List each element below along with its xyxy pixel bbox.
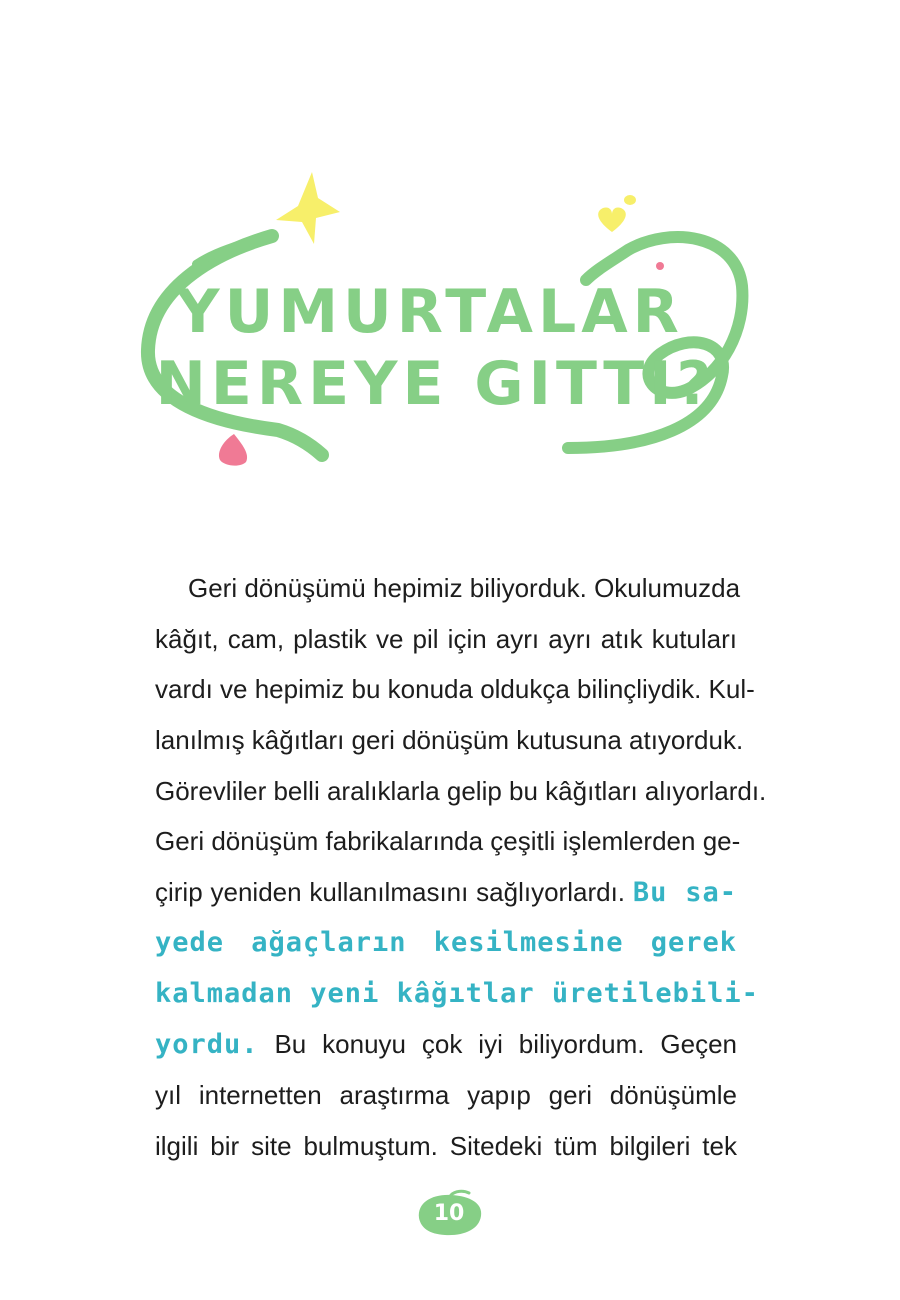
highlight-line: kalmadan yeni kâğıtlar üretilebili- <box>155 977 759 1009</box>
text-segment: çirip yeniden kullanılmasını sağlıyorlardı. <box>155 877 626 908</box>
text-segment: Bu konuyu çok iyi biliyordum. Geçen <box>274 1029 737 1060</box>
highlight-text: Bu sa- <box>632 877 737 909</box>
text-line <box>155 1019 737 1070</box>
text-line: Geri dönüşüm fabrikalarında çeşitli işlemlerden ge- <box>155 826 741 857</box>
text-line: yıl internetten araştırma yapıp geri dönüşümle <box>155 1079 737 1110</box>
text-line: vardı ve hepimiz bu konuda oldukça bilinçliydik. Kul- <box>155 674 755 705</box>
text-line: ilgili bir site bulmuştum. Sitedeki tüm bilgileri tek <box>155 1130 737 1161</box>
text-line <box>155 867 737 918</box>
highlight-line: yede ağaçların kesilmesine gerek <box>155 926 737 958</box>
chapter-title-line1: YUMURTALAR <box>176 277 684 347</box>
highlight-text: yordu. <box>155 1029 259 1061</box>
text-line: Görevliler belli aralıklarla gelip bu kâğıtları alıyorlardı. <box>155 775 767 806</box>
chapter-title-line2: NEREYE GITTI? <box>155 349 717 419</box>
body-text <box>155 563 767 1171</box>
text-line: Geri dönüşümü hepimiz biliyorduk. Okulumuzda <box>188 573 741 603</box>
text-line: lanılmış kâğıtları geri dönüşüm kutusuna atıyorduk. <box>155 725 744 756</box>
page-number <box>411 1188 487 1240</box>
text-line: kâğıt, cam, plastik ve pil için ayrı ayrı atık kutuları <box>155 623 737 654</box>
page-number-label: 10 <box>433 1201 465 1226</box>
chapter-title <box>0 0 900 520</box>
